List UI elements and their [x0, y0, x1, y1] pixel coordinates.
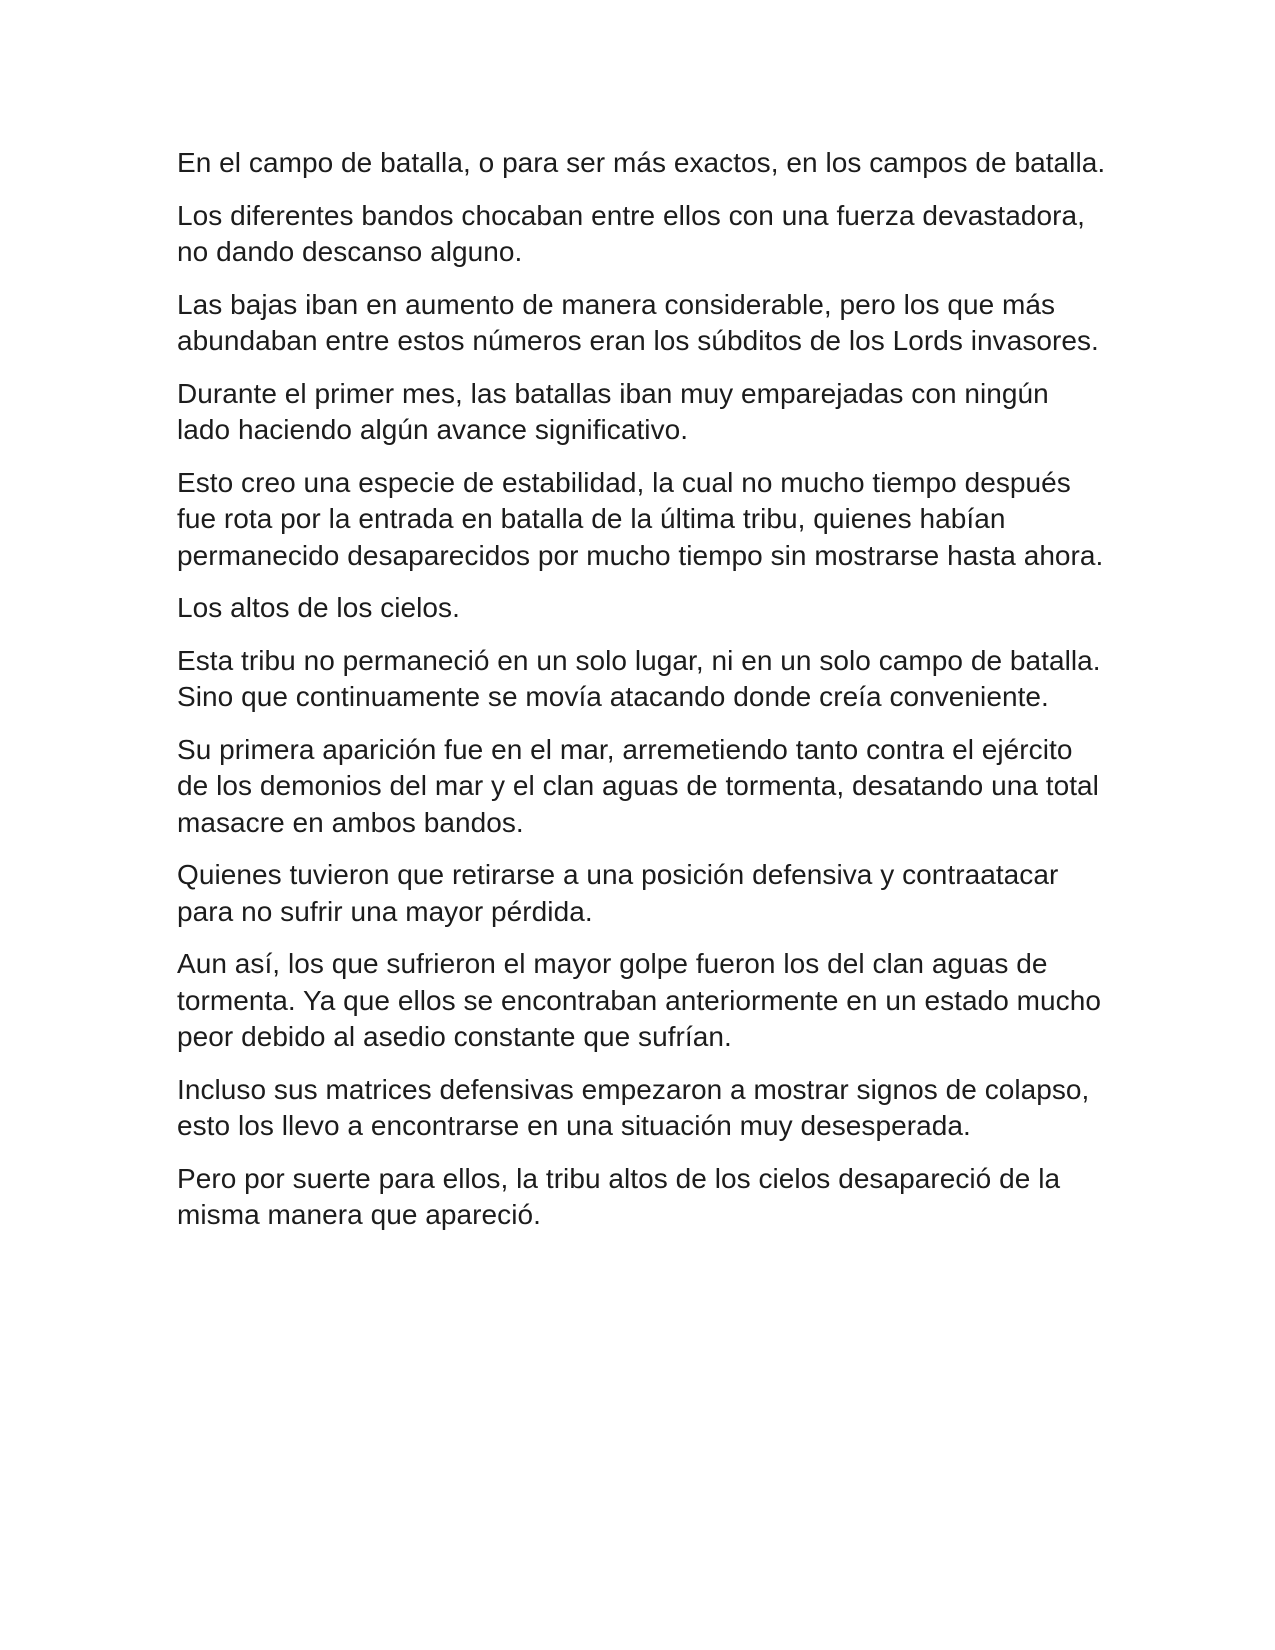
paragraph-6: Los altos de los cielos.	[177, 592, 460, 623]
paragraph-3: Las bajas iban en aumento de manera considerable, pero los que más abundaban entre estos números eran los súbditos de los Lords invasores.	[177, 288, 1099, 356]
paragraph-10: Aun así, los que sufrieron el mayor golpe fueron los del clan aguas de tormenta. Ya que ellos se encontraban anteriormente en un estado mucho peor debido al asedio constante que sufrían.	[177, 948, 1101, 1052]
paragraph-4: Durante el primer mes, las batallas iban muy emparejadas con ningún lado haciendo algún avance significativo.	[177, 377, 1049, 445]
paragraph-2: Los diferentes bandos chocaban entre ellos con una fuerza devastadora, no dando descanso alguno.	[177, 199, 1085, 267]
paragraph-5: Esto creo una especie de estabilidad, la cual no mucho tiempo después fue rota por la entrada en batalla de la última tribu, quienes habían permanecido desaparecidos por mucho tiempo sin mostrarse hasta ahora.	[177, 466, 1104, 571]
document-body	[177, 145, 1107, 1250]
paragraph-1: En el campo de batalla, o para ser más exactos, en los campos de batalla.	[177, 147, 1106, 178]
paragraph-12: Pero por suerte para ellos, la tribu altos de los cielos desapareció de la misma manera que apareció.	[177, 1162, 1061, 1230]
paragraph-7: Esta tribu no permaneció en un solo lugar, ni en un solo campo de batalla. Sino que continuamente se movía atacando donde creía conveniente.	[177, 644, 1101, 712]
paragraph-8: Su primera aparición fue en el mar, arremetiendo tanto contra el ejército de los demonios del mar y el clan aguas de tormenta, desatando una total masacre en ambos bandos.	[177, 733, 1099, 838]
paragraph-9: Quienes tuvieron que retirarse a una posición defensiva y contraatacar para no sufrir una mayor pérdida.	[177, 859, 1059, 927]
paragraph-11: Incluso sus matrices defensivas empezaron a mostrar signos de colapso, esto los llevo a encontrarse en una situación muy desesperada.	[177, 1073, 1090, 1141]
